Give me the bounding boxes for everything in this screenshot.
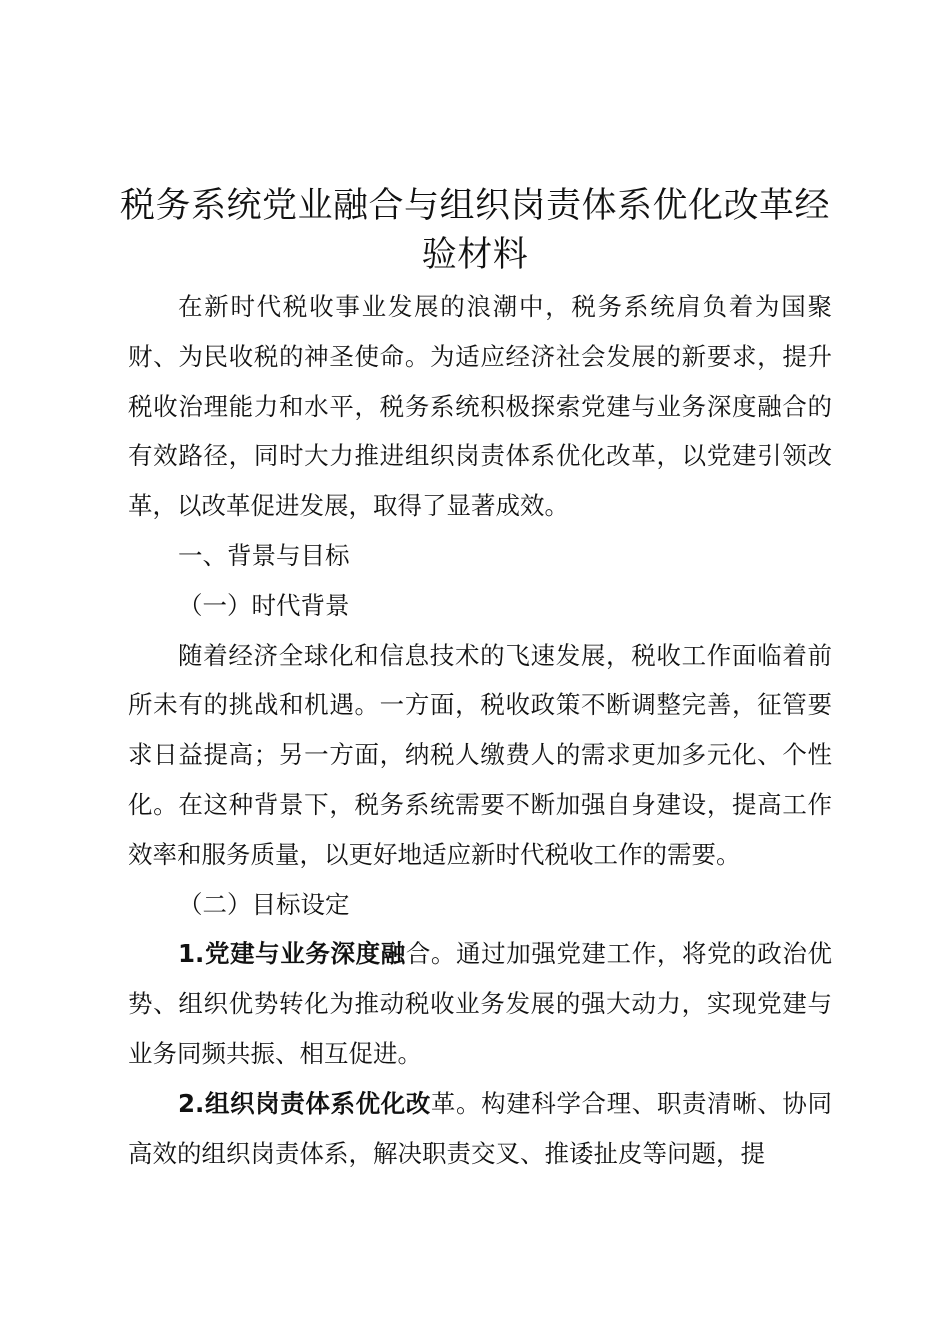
goal-2-bold-lead: 2.组织岗责体系优化改 — [178, 1088, 431, 1118]
subsection-heading-goal-setting: （二）目标设定 — [178, 889, 350, 919]
goal-2-text: 革。构建科学合理、职责清晰、协同高效的组织岗责体系，解决职责交叉、推诿扯皮等问题，提 — [128, 1088, 833, 1168]
title-line-2: 验材料 — [421, 235, 529, 275]
intro-paragraph: 在新时代税收事业发展的浪潮中，税务系统肩负着为国聚财、为民收税的神圣使命。为适应经济社会发展的新要求，提升税收治理能力和水平，税务系统积极探索党建与业务深度融合的有效路径，同时大力推进组织岗责体系优化改革，以党建引领改革，以改革促进发展，取得了显著成效。 — [128, 292, 832, 521]
title-line-1: 税务系统党业融合与组织岗责体系优化改革经 — [120, 186, 831, 226]
document-body — [128, 282, 832, 1178]
section-heading-background-goals: 一、背景与目标 — [178, 540, 350, 570]
subsection-heading-era-background: （一）时代背景 — [178, 590, 350, 620]
goal-1-bold-lead: 1.党建与业务深度融 — [178, 939, 406, 969]
document-title — [120, 182, 830, 280]
goal-1-paragraph — [128, 929, 832, 1078]
goal-2-paragraph — [128, 1079, 832, 1179]
goal-1-text: 合。通过加强党建工作，将党的政治优势、组织优势转化为推动税收业务发展的强大动力，实现党建与业务同频共振、相互促进。 — [128, 939, 833, 1068]
era-background-paragraph: 随着经济全球化和信息技术的飞速发展，税收工作面临着前所未有的挑战和机遇。一方面，税收政策不断调整完善，征管要求日益提高；另一方面，纳税人缴费人的需求更加多元化、个性化。在这种背景下，税务系统需要不断加强自身建设，提高工作效率和服务质量，以更好地适应新时代税收工作的需要。 — [128, 640, 832, 869]
